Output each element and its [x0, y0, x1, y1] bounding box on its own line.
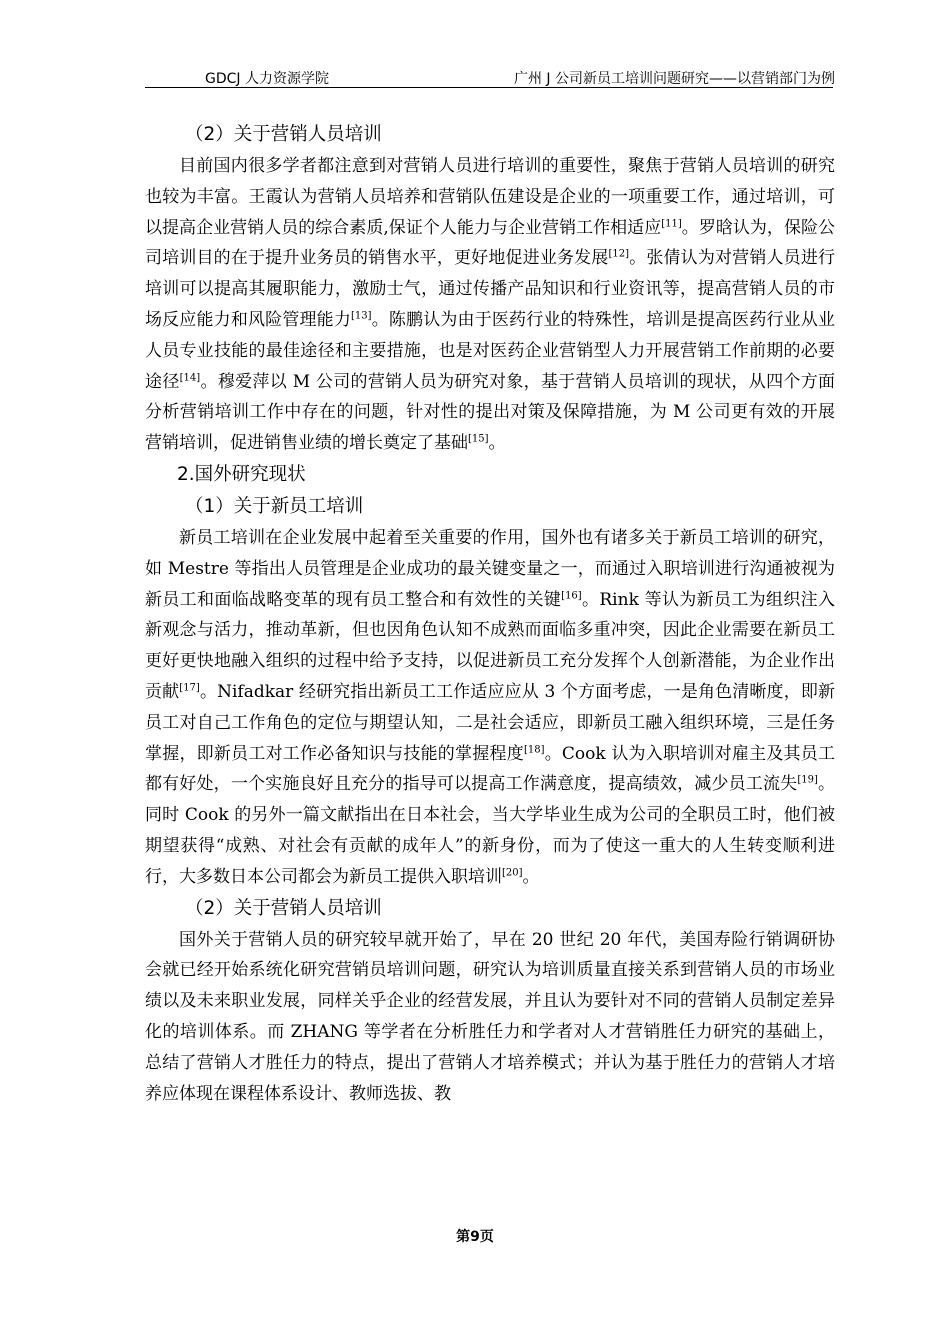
citation-marker: [14]: [179, 371, 201, 383]
heading-foreign-research: 2.国外研究现状: [177, 463, 306, 485]
paragraph-foreign-sales-training: 国外关于营销人员的研究较早就开始了，早在 20 世纪 20 年代，美国寿险行销调研协会就已经开始系统化研究营销员培训问题，研究认为培训质量直接关系到营销人员的市场业绩以及未来职业发展，同样关乎企业的经营发展，并且认为要针对不同的营销人员制定差异化的培训体系。而 ZHANG 等学者在分析胜任力和学者对人才营销胜任力研究的基础上，总结了营销人才胜任力的特点，提出了营销人才培养模式；并认为基于胜任力的营销人才培养应体现在课程体系设计、教师选拔、教: [145, 929, 835, 1104]
header-thesis-title: 广州 J 公司新员工培训问题研究——以营销部门为例: [513, 71, 835, 87]
header-divider: [145, 87, 833, 88]
paragraph-domestic-sales-training: 目前国内很多学者都注意到对营销人员进行培训的重要性，聚焦于营销人员培训的研究也较为丰富。王霞认为营销人员培养和营销队伍建设是企业的一项重要工作，通过培训，可以提高企业营销人员的综合素质,保证个人能力与企业营销工作相适应[11]。罗晗认为，保险公司培训目的在于提升业务员的销售水平，更好地促进业务发展[12]。张倩认为对营销人员进行培训可以提高其履职能力，激励士气，通过传播产品知识和行业资讯等，提高营销人员的市场反应能力和风险管理能力[13]。陈鹏认为由于医药行业的特殊性，培训是提高医药行业从业人员专业技能的最佳途径和主要措施，也是对医药企业营销型人力开展营销工作前期的必要途径[14]。穆爱萍以 M 公司的营销人员为研究对象，基于营销人员培训的现状，从四个方面分析营销培训工作中存在的问题，针对性的提出对策及保障措施，为 M 公司更有效的开展营销培训，促进销售业绩的增长奠定了基础[15]。: [145, 156, 836, 454]
citation-marker: [16]: [561, 589, 582, 601]
citation-marker: [11]: [661, 217, 682, 229]
citation-marker: [12]: [608, 248, 630, 260]
citation-marker: [19]: [797, 774, 818, 786]
body-text: [145, 119, 835, 1109]
citation-marker: [13]: [351, 310, 372, 322]
header-institution: GDCJ 人力资源学院: [205, 71, 329, 87]
heading-new-staff-training: （1）关于新员工培训: [185, 495, 364, 517]
citation-marker: [20]: [502, 867, 523, 879]
citation-marker: [17]: [179, 682, 200, 694]
citation-marker: [15]: [468, 433, 489, 445]
heading-domestic-sales-training: （2）关于营销人员培训: [185, 124, 382, 145]
page-number: 第9页: [456, 1229, 494, 1245]
paragraph-new-staff-training: 新员工培训在企业发展中起着至关重要的作用，国外也有诸多关于新员工培训的研究，如 Mestre 等指出人员管理是企业成功的最关键变量之一，而通过入职培训进行沟通被视为新员工和面临战略变革的现有员工整合和有效性的关键[16]。Rink 等认为新员工为组织注入新观念与活力，推动革新，但也因角色认知不成熟而面临多重冲突，因此企业需要在新员工更好更快地融入组织的过程中给予支持，以促进新员工充分发挥个人创新潜能，为企业作出贡献[17]。Nifadkar 经研究指出新员工工作适应应从 3 个方面考虑，一是角色清晰度，即新员工对自己工作角色的定位与期望认知，二是社会适应，即新员工融入组织环境，三是任务掌握，即新员工对工作必备知识与技能的掌握程度[18]。Cook 认为入职培训对雇主及其员工都有好处，一个实施良好且充分的指导可以提高工作满意度，提高绩效，减少员工流失[19]。同时 Cook 的另外一篇文献指出在日本社会，当大学毕业生成为公司的全职员工时，他们被期望获得“成熟、对社会有贡献的成年人”的新身份，而为了使这一重大的人生转变顺利进行，大多数日本公司都会为新员工提供入职培训[20]。: [145, 527, 836, 887]
heading-foreign-sales-training: （2）关于营销人员培训: [185, 897, 382, 919]
citation-marker: [18]: [523, 743, 545, 755]
